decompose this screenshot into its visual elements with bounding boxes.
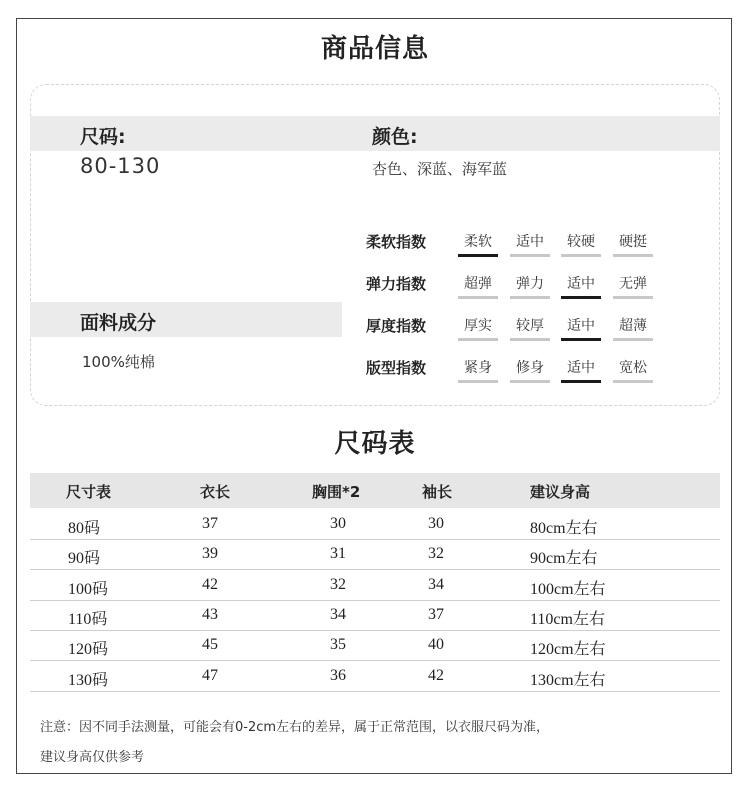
table-cell: 34 xyxy=(428,575,444,593)
table-cell: 31 xyxy=(330,545,346,563)
table-cell: 130码 xyxy=(68,671,109,689)
table-cell: 39 xyxy=(202,545,218,563)
table-row xyxy=(30,601,720,631)
index-option: 较厚 xyxy=(510,315,550,341)
table-cell: 110cm左右 xyxy=(530,610,605,628)
header-length: 衣长 xyxy=(200,483,231,501)
index-option: 修身 xyxy=(510,357,550,383)
fabric-label: 面料成分 xyxy=(80,312,157,334)
index-option: 宽松 xyxy=(613,357,653,383)
table-cell: 90cm左右 xyxy=(530,550,598,568)
index-option-selected: 适中 xyxy=(561,357,601,383)
table-cell: 42 xyxy=(428,666,444,684)
header-height: 建议身高 xyxy=(530,483,591,501)
table-row xyxy=(30,540,720,570)
table-cell: 32 xyxy=(330,575,346,593)
product-info-title: 商品信息 xyxy=(320,34,429,64)
table-cell: 37 xyxy=(428,605,444,623)
header-chest: 胸围*2 xyxy=(312,483,361,501)
index-name: 柔软指数 xyxy=(366,233,427,251)
index-name: 版型指数 xyxy=(366,359,427,377)
table-cell: 80码 xyxy=(68,520,101,537)
index-option: 厚实 xyxy=(458,315,498,341)
note-line-2: 建议身高仅供参考 xyxy=(40,750,145,765)
size-value: 80-130 xyxy=(80,154,161,178)
table-cell: 35 xyxy=(330,636,346,654)
index-option: 超薄 xyxy=(613,315,653,341)
table-cell: 110码 xyxy=(68,610,108,628)
index-option: 硬挺 xyxy=(613,231,653,257)
table-cell: 40 xyxy=(428,636,444,654)
table-cell: 120cm左右 xyxy=(530,641,606,659)
index-option: 超弹 xyxy=(458,273,498,299)
index-option-selected: 适中 xyxy=(561,273,601,299)
table-cell: 30 xyxy=(428,515,444,532)
table-cell: 36 xyxy=(330,666,346,684)
fabric-band xyxy=(30,302,342,337)
size-label: 尺码: xyxy=(80,126,126,148)
table-row xyxy=(30,631,720,661)
table-cell: 130cm左右 xyxy=(530,671,606,689)
table-cell: 90码 xyxy=(68,550,101,568)
header-size: 尺寸表 xyxy=(66,483,112,501)
note-line-1: 注意：因不同手法测量，可能会有0-2cm左右的差异，属于正常范围，以衣服尺码为准， xyxy=(40,720,550,735)
index-name: 弹力指数 xyxy=(366,275,427,293)
table-cell: 34 xyxy=(330,605,346,623)
index-option-selected: 柔软 xyxy=(458,231,498,257)
table-cell: 37 xyxy=(202,515,218,532)
table-cell: 80cm左右 xyxy=(530,520,598,537)
size-chart-title: 尺码表 xyxy=(334,429,416,459)
index-option: 弹力 xyxy=(510,273,550,299)
table-cell: 43 xyxy=(202,605,218,623)
color-label: 颜色: xyxy=(372,126,418,148)
color-value: 杏色、深蓝、海军蓝 xyxy=(372,160,508,178)
table-row xyxy=(30,662,720,692)
table-cell: 47 xyxy=(202,666,218,684)
table-cell: 32 xyxy=(428,545,444,563)
table-cell: 120码 xyxy=(68,641,109,659)
table-cell: 100cm左右 xyxy=(530,580,606,598)
table-row xyxy=(30,571,720,601)
table-cell: 45 xyxy=(202,636,218,654)
index-option: 无弹 xyxy=(613,273,653,299)
index-option: 适中 xyxy=(510,231,550,257)
index-option: 紧身 xyxy=(458,357,498,383)
size-table-header xyxy=(30,473,720,508)
fabric-value: 100%纯棉 xyxy=(82,353,155,371)
table-cell: 42 xyxy=(202,575,218,593)
index-option: 较硬 xyxy=(561,231,601,257)
table-cell: 30 xyxy=(330,515,346,532)
index-name: 厚度指数 xyxy=(366,317,427,335)
table-cell: 100码 xyxy=(68,580,109,598)
table-row xyxy=(30,510,720,540)
index-option-selected: 适中 xyxy=(561,315,601,341)
header-sleeve: 袖长 xyxy=(422,483,453,501)
